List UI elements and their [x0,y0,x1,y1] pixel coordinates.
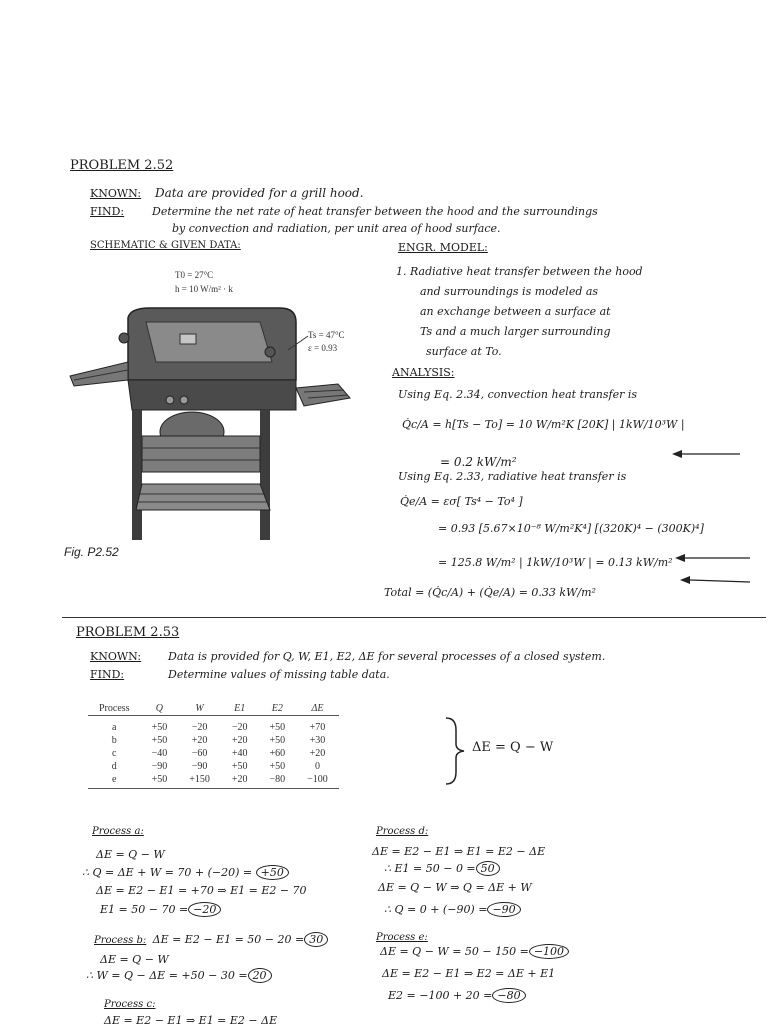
grill-left-shelf [70,362,128,386]
table-cell: 0 [314,761,320,772]
grill-leg-left [132,410,142,540]
answer-circle: −90 [487,902,520,917]
table-row [88,734,339,747]
analysis-line-2: Q̇c/A = h[Ts − To] = 10 W/m²K [20K] | 1kW/10³W | [402,418,685,431]
model-line-1: 1. Radiative heat transfer between the hood [396,265,643,278]
grill-knob-1 [166,396,174,404]
table-cell: −20 [191,722,208,733]
result-arrows [600,440,760,590]
known-text-253: Data is provided for Q, W, E1, E2, ΔE for several processes of a closed system. [168,650,606,663]
analysis-line-5: Q̇e/A = εσ[ Ts⁴ − To⁴ ] [400,495,523,508]
arrow-head-icon [672,450,682,458]
table-cell: +40 [231,748,248,759]
problem-divider [62,617,766,618]
process-b-label: Process b: [94,935,147,946]
process-table [88,702,339,789]
table-cell: b [111,735,117,746]
table-row [88,773,339,789]
fig-h-label: h = 10 W/m² · k [175,284,233,294]
grill-bottom-shelf [136,484,270,510]
grill-figure [60,300,360,550]
model-line-5: surface at To. [426,345,502,358]
answer-circle: −100 [529,944,569,959]
find-text-253: Determine values of missing table data. [168,668,390,681]
col-header: Process [88,702,141,716]
table-cell: +20 [231,735,248,746]
analysis-total: Total = (Q̇c/A) + (Q̇e/A) = 0.33 kW/m² [384,586,596,599]
table-cell: +70 [309,722,326,733]
model-line-2: and surroundings is modeled as [420,285,599,298]
known-label: KNOWN: [90,187,142,200]
process-a-label: Process a: [92,826,144,837]
find-text-2: by convection and radiation, per unit area of hood surface. [172,222,501,235]
process-a-line-3: ΔE = E2 − E1 = +70 ⇒ E1 = E2 − 70 [96,884,307,897]
process-d-label: Process d: [376,826,429,837]
arrow-head-icon [675,554,685,562]
answer-circle: 20 [248,968,272,983]
analysis-line-6: = 0.93 [5.67×10⁻⁸ W/m²K⁴] [(320K)⁴ − (300K)⁴] [438,522,704,535]
table-cell: −90 [191,761,208,772]
grill-body [128,380,296,410]
process-d-line-1: ΔE = E2 − E1 ⇒ E1 = E2 − ΔE [372,845,546,858]
table-cell: d [111,761,117,772]
table-cell: a [112,722,117,733]
find-label-253: FIND: [90,668,125,681]
arrow-head-icon [680,576,690,584]
fig-eps-label: ε = 0.93 [308,343,338,353]
table-cell: +150 [178,773,221,789]
answer-circle: −80 [492,988,525,1003]
table-cell: c [112,748,117,759]
fig-ts-label: Ts = 47°C [308,330,345,340]
table-cell: +20 [191,735,208,746]
table-cell: +50 [269,722,286,733]
grill-handle-left [119,333,129,343]
table-cell: +50 [269,735,286,746]
process-a-line-2: ∴ Q = ΔE + W = 70 + (−20) = +50 [82,866,289,879]
process-d-line-3: ΔE = Q − W ⇒ Q = ΔE + W [378,881,532,894]
col-header: Q [141,702,179,716]
process-b-line-3: ∴ W = Q − ΔE = +50 − 30 = 20 [86,969,272,982]
grill-handle-right [265,347,275,357]
answer-circle: −20 [188,902,221,917]
table-cell: −60 [191,748,208,759]
known-text: Data are provided for a grill hood. [155,186,364,200]
find-text-1: Determine the net rate of heat transfer between the hood and the surroundings [152,205,598,218]
table-cell: +50 [231,761,248,772]
table-cell: −40 [151,748,168,759]
grill-window [146,322,272,362]
col-header: E2 [258,702,296,716]
process-b-line-2: ΔE = Q − W [100,953,169,966]
process-e-line-1: ΔE = Q − W = 50 − 150 = −100 [380,945,569,958]
fig-t0-label: T0 = 27°C [175,270,214,280]
answer-circle: 50 [476,861,500,876]
table-cell: +50 [269,761,286,772]
grill-thermometer [180,334,196,344]
grill-knob-2 [180,396,188,404]
table-cell: +20 [309,748,326,759]
table-cell: +50 [151,722,168,733]
col-header: ΔE [296,702,339,716]
answer-circle: +50 [256,865,289,880]
table-cell: +50 [151,735,168,746]
analysis-line-3: = 0.2 kW/m² [440,455,517,469]
engr-model-label: ENGR. MODEL: [398,241,488,254]
grill-front-panel [142,436,260,472]
process-b-line-label: Process b: ΔE = E2 − E1 = 50 − 20 = 30 [94,933,328,946]
model-line-3: an exchange between a surface at [420,305,611,318]
table-cell: −100 [296,773,339,789]
known-label-253: KNOWN: [90,650,142,663]
table-row [88,760,339,773]
table-cell: +20 [221,773,259,789]
process-e-label: Process e: [376,932,428,943]
brace-equation: ΔE = Q − W [472,740,554,755]
analysis-line-4: Using Eq. 2.33, radiative heat transfer is [398,470,627,483]
process-c-line-1: ΔE = E2 − E1 ⇒ E1 = E2 − ΔE [104,1014,278,1027]
table-row [88,716,339,735]
table-cell: e [88,773,141,789]
table-cell: −90 [151,761,168,772]
process-e-line-2: ΔE = E2 − E1 ⇒ E2 = ΔE + E1 [382,967,556,980]
process-a-line-4: E1 = 50 − 70 = −20 [100,903,221,916]
analysis-line-1: Using Eq. 2.34, convection heat transfer is [398,388,638,401]
col-header: W [178,702,221,716]
analysis-label: ANALYSIS: [392,366,455,379]
process-d-line-2: ∴ E1 = 50 − 0 = 50 [384,862,500,875]
schematic-label: SCHEMATIC & GIVEN DATA: [90,240,241,251]
problem-253-title: PROBLEM 2.53 [76,625,180,640]
table-cell: +30 [309,735,326,746]
find-label: FIND: [90,205,125,218]
analysis-line-7: = 125.8 W/m² | 1kW/10³W | = 0.13 kW/m² [438,556,673,569]
table-row [88,747,339,760]
process-c-label: Process c: [104,999,156,1010]
table-cell: −20 [231,722,248,733]
table-cell: +60 [269,748,286,759]
grill-leg-right [260,410,270,540]
brace-icon [444,716,468,786]
problem-252-title: PROBLEM 2.52 [70,158,174,173]
figure-caption: Fig. P2.52 [64,545,119,559]
answer-circle: 30 [304,932,328,947]
col-header: E1 [221,702,259,716]
process-a-line-1: ΔE = Q − W [96,848,165,861]
model-line-4: Ts and a much larger surrounding [420,325,611,338]
table-cell: +50 [141,773,179,789]
table-cell: −80 [258,773,296,789]
process-d-line-4: ∴ Q = 0 + (−90) = −90 [384,903,521,916]
process-e-line-3: E2 = −100 + 20 = −80 [388,989,526,1002]
